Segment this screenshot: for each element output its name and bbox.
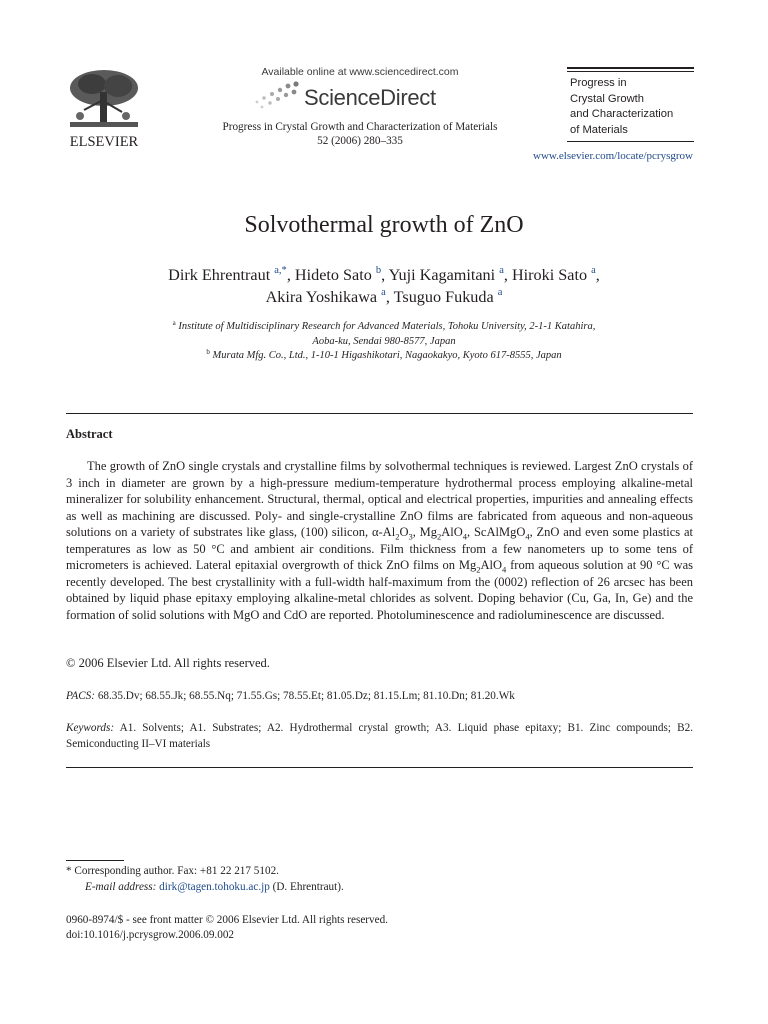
affiliation-text: Murata Mfg. Co., Ltd., 1-10-1 Higashikotari, Nagaokakyo, Kyoto 617-8555, Japan (212, 350, 562, 361)
journal-volume: 52 (2006) 280–335 (317, 135, 403, 147)
journal-name: Progress in Crystal Growth and Characterization of Materials (222, 121, 498, 133)
abstract-text: , Mg (412, 525, 438, 539)
subscript: 4 (525, 531, 530, 542)
available-online-text: Available online at www.sciencedirect.com (261, 66, 459, 78)
email-label: E-mail address: (85, 881, 157, 893)
affiliations (60, 320, 708, 364)
keywords-label: Keywords: (66, 722, 115, 734)
author-affiliation-mark[interactable]: a (381, 287, 386, 298)
front-matter-line: 0960-8974/$ - see front matter © 2006 Elsevier Ltd. All rights reserved. (66, 914, 388, 926)
subscript: 2 (476, 564, 481, 575)
author-separator: , (503, 266, 512, 284)
author-name: Akira Yoshikawa (265, 288, 378, 306)
divider (66, 413, 693, 414)
subscript: 2 (395, 531, 400, 542)
author-affiliation-mark[interactable]: a (497, 287, 503, 298)
affiliation-mark: b (206, 348, 210, 356)
corresponding-author-note (66, 865, 279, 877)
abstract-text: AlO (480, 558, 503, 572)
author-affiliation-mark[interactable]: a,* (274, 265, 287, 276)
author-list (60, 264, 708, 308)
author-affiliation-mark[interactable]: a (591, 265, 596, 276)
journal-box-line: and Characterization (570, 108, 674, 120)
pacs-label: PACS: (66, 690, 96, 702)
footnote-text: Corresponding author. Fax: +81 22 217 5102. (71, 865, 279, 877)
affiliation-text: Institute of Multidisciplinary Research for Advanced Materials, Tohoku University, 2-1-1 Katahira, (178, 321, 596, 332)
abstract-text: O (399, 525, 409, 539)
keywords-text: A1. Solvents; A1. Substrates; A2. Hydrothermal crystal growth; A3. Liquid phase epitaxy; B1. Zinc compounds; B2. Semiconducting II–VI materials (66, 722, 693, 750)
subscript: 3 (408, 531, 413, 542)
doi-line: doi:10.1016/j.pcrysgrow.2006.09.002 (66, 929, 235, 941)
elsevier-logo (62, 66, 146, 148)
abstract-text: , ZnO and even some plastics at temperatures as low as 50 °C and ambient air conditions. Film thickness from a few nanometers up to some tens of micrometers is achieved. Lateral epitaxial overgrowth of thick ZnO films on Mg (66, 525, 693, 572)
divider (66, 767, 693, 768)
journal-url-link[interactable]: www.elsevier.com/locate/pcrysgrow (533, 150, 693, 162)
abstract-text: , ScAlMgO (467, 525, 526, 539)
affiliation-mark: a (172, 319, 176, 327)
author-name: Dirk Ehrentraut (168, 266, 271, 284)
pacs-text: 68.35.Dv; 68.55.Jk; 68.55.Nq; 71.55.Gs; 78.55.Et; 81.05.Dz; 81.15.Lm; 81.10.Dn; 81.20.Wk (95, 690, 515, 702)
author-name: Hiroki Sato (511, 266, 588, 284)
pacs-codes (66, 690, 693, 702)
author-separator: , (381, 266, 389, 284)
author-separator: , (595, 266, 600, 284)
email-note (85, 881, 344, 893)
footnote-mark: * (66, 865, 72, 877)
subscript: 2 (437, 531, 442, 542)
elsevier-wordmark: ELSEVIER (69, 134, 139, 148)
journal-box-line: Crystal Growth (570, 92, 644, 105)
author-name: Yuji Kagamitani (388, 266, 496, 284)
author-name: Hideto Sato (294, 266, 372, 284)
abstract-text: AlO (441, 525, 463, 539)
subscript: 4 (462, 531, 468, 542)
footnote-divider (66, 860, 124, 861)
elsevier-tree-icon (62, 66, 146, 148)
article-title: Solvothermal growth of ZnO (244, 212, 524, 238)
email-owner: (D. Ehrentraut). (269, 881, 344, 893)
email-link[interactable]: dirk@tagen.tohoku.ac.jp (159, 881, 270, 893)
sciencedirect-logo: ScienceDirect (304, 85, 436, 110)
author-separator: , (385, 288, 394, 306)
journal-box-line: of Materials (570, 123, 628, 136)
abstract-heading: Abstract (66, 427, 113, 441)
author-affiliation-mark[interactable]: b (375, 265, 382, 276)
sciencedirect-dots-icon (250, 80, 302, 110)
abstract-text: The growth of ZnO single crystals and crystalline films by solvothermal techniques is reviewed. Largest ZnO crystals of 3 inch in diameter are grown by a high-pressure medium-temperature hydrothermal process employing alkaline-metal mineralizer for solubility enhancement. Structural, thermal, optical and electrical properties, impurities and annealing effects as well as machining are discussed. Poly- and single-crystalline ZnO films are fabricated from aqueous and non-aqueous solutions on a variety of substrates like glass, (100) silicon, α-Al (66, 459, 693, 539)
keywords (66, 720, 693, 752)
author-affiliation-mark[interactable]: a (499, 265, 504, 276)
journal-box (567, 67, 694, 142)
abstract-body (66, 458, 693, 623)
abstract-copyright: © 2006 Elsevier Ltd. All rights reserved. (66, 656, 270, 670)
affiliation-text: Aoba-ku, Sendai 980-8577, Japan (312, 335, 456, 347)
subscript: 4 (502, 564, 507, 575)
journal-box-line: Progress in (570, 77, 627, 89)
abstract-text: from aqueous solution at 90 °C was recently developed. The best crystallinity with a full-width half-maximum from the (0002) reflection of 26 arcsec has been obtained by liquid phase epitaxy employing alkaline-metal chlorides as solvent. Doping behavior (Cu, Ga, In, Ge) and the formation of solid solutions with MgO and CdO are reported. Photoluminescence and radioluminescence are discussed. (66, 558, 693, 622)
author-separator: , (286, 266, 295, 284)
author-name: Tsuguo Fukuda (393, 288, 494, 306)
